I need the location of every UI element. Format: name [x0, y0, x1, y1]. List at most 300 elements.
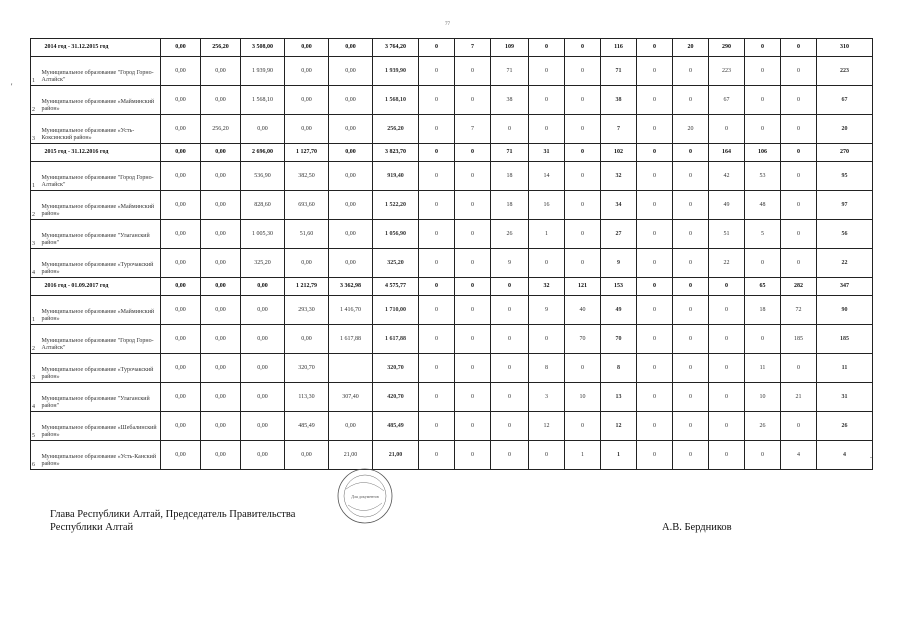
table-cell: 10	[565, 383, 601, 412]
table-cell: 0	[709, 383, 745, 412]
table-cell: 919,40	[373, 162, 419, 191]
municipality-row	[31, 441, 873, 470]
table-cell: 0,00	[161, 57, 201, 86]
table-cell: 0	[637, 162, 673, 191]
table-cell: 0	[419, 296, 455, 325]
table-cell: 3 764,20	[373, 39, 419, 57]
table-cell: 307,40	[329, 383, 373, 412]
table-cell: 0	[637, 86, 673, 115]
table-cell: 0,00	[201, 144, 241, 162]
table-cell: 0	[455, 296, 491, 325]
row-index: 2	[31, 191, 39, 220]
table-cell: 0	[745, 441, 781, 470]
table-cell: 13	[601, 383, 637, 412]
municipality-name: Муниципальное образование "Улаганский район"	[39, 220, 161, 249]
table-cell: 0	[637, 412, 673, 441]
table-cell: 56	[817, 220, 873, 249]
table-cell: 382,50	[285, 162, 329, 191]
table-cell: 9	[529, 296, 565, 325]
table-cell: 0	[529, 325, 565, 354]
table-cell: 0	[491, 441, 529, 470]
municipality-name: Муниципальное образование "Город Горно-Алтайск"	[39, 57, 161, 86]
table-cell: 0,00	[241, 278, 285, 296]
period-label: 2014 год - 31.12.2015 год	[39, 39, 161, 57]
table-cell: 0	[565, 249, 601, 278]
table-cell: 1 617,88	[373, 325, 419, 354]
table-cell: 0	[455, 191, 491, 220]
table-cell: 0,00	[201, 86, 241, 115]
table-cell: 0	[491, 354, 529, 383]
table-cell: 0,00	[329, 144, 373, 162]
table-cell: 0,00	[201, 57, 241, 86]
table-cell: 0	[673, 412, 709, 441]
table-cell: 0	[745, 86, 781, 115]
table-cell: 71	[491, 57, 529, 86]
table-cell: 0	[673, 325, 709, 354]
table-cell: 0,00	[201, 383, 241, 412]
municipality-row	[31, 115, 873, 144]
table-cell: 256,20	[201, 115, 241, 144]
table-cell: 0	[745, 115, 781, 144]
table-cell: 0	[455, 278, 491, 296]
table-cell: 0	[529, 86, 565, 115]
period-label: 2016 год - 01.09.2017 год	[39, 278, 161, 296]
table-cell: 0,00	[329, 86, 373, 115]
table-cell: 0,00	[161, 86, 201, 115]
table-cell: 0	[673, 354, 709, 383]
table-cell: 49	[601, 296, 637, 325]
table-cell: 0	[455, 383, 491, 412]
table-cell: 0	[419, 144, 455, 162]
table-cell: 0	[565, 57, 601, 86]
table-cell: 0	[709, 115, 745, 144]
table-cell: 49	[709, 191, 745, 220]
table-cell: 8	[601, 354, 637, 383]
table-cell: 0,00	[329, 249, 373, 278]
table-cell: 0,00	[241, 383, 285, 412]
table-cell: 14	[529, 162, 565, 191]
table-cell: 0	[565, 144, 601, 162]
table-cell: 0	[673, 441, 709, 470]
table-cell: 0	[419, 354, 455, 383]
table-cell: 12	[529, 412, 565, 441]
table-cell: 1	[601, 441, 637, 470]
table-cell: 0	[419, 115, 455, 144]
table-cell: 0	[673, 162, 709, 191]
period-label: 2015 год - 31.12.2016 год	[39, 144, 161, 162]
table-cell: 0,00	[161, 325, 201, 354]
table-cell: 1 056,90	[373, 220, 419, 249]
table-cell: 0,00	[201, 354, 241, 383]
row-index	[31, 278, 39, 296]
table-cell: 31	[817, 383, 873, 412]
table-cell: 4	[817, 441, 873, 470]
table-cell: 0	[673, 191, 709, 220]
table-cell: 0	[455, 412, 491, 441]
table-cell: 0	[419, 162, 455, 191]
table-cell: 0	[565, 412, 601, 441]
row-index: 6	[31, 441, 39, 470]
row-index: 4	[31, 249, 39, 278]
period-total-row	[31, 39, 873, 57]
table-cell: 7	[601, 115, 637, 144]
table-cell: 0,00	[329, 57, 373, 86]
table-cell: 42	[709, 162, 745, 191]
table-cell: 102	[601, 144, 637, 162]
table-cell: 0	[565, 115, 601, 144]
table-cell: 485,49	[373, 412, 419, 441]
table-cell: 0	[529, 57, 565, 86]
table-cell: 3	[529, 383, 565, 412]
table-cell: 347	[817, 278, 873, 296]
period-total-row	[31, 144, 873, 162]
table-cell: 1	[529, 220, 565, 249]
municipality-name: Муниципальное образование "Город Горно-Алтайск"	[39, 325, 161, 354]
table-cell: 12	[601, 412, 637, 441]
row-index: 2	[31, 86, 39, 115]
table-cell: 0	[709, 354, 745, 383]
table-cell: 97	[817, 191, 873, 220]
margin-mark: '	[11, 82, 13, 91]
row-index	[31, 144, 39, 162]
table-cell: 32	[529, 278, 565, 296]
table-cell: 0,00	[201, 220, 241, 249]
table-cell: 0	[419, 278, 455, 296]
row-index: 4	[31, 383, 39, 412]
table-cell: 0	[419, 39, 455, 57]
municipality-name: Муниципальное образование "Город Горно-Алтайск"	[39, 162, 161, 191]
table-cell: 223	[709, 57, 745, 86]
table-cell: 0	[455, 57, 491, 86]
table-cell: 0,00	[161, 296, 201, 325]
table-body	[31, 39, 873, 470]
table-cell: 1 212,79	[285, 278, 329, 296]
table-cell: 0	[637, 354, 673, 383]
table-cell: 0	[673, 383, 709, 412]
table-cell: 4	[781, 441, 817, 470]
table-cell: 0	[529, 441, 565, 470]
housing-table-wrapper	[30, 38, 868, 470]
row-index: 1	[31, 162, 39, 191]
table-cell: 26	[745, 412, 781, 441]
table-cell: 0,00	[161, 383, 201, 412]
table-cell: 0	[565, 220, 601, 249]
table-cell: 7	[455, 39, 491, 57]
table-cell: 71	[491, 144, 529, 162]
table-cell: 0	[709, 441, 745, 470]
table-cell: 0,00	[201, 325, 241, 354]
table-cell: 0	[745, 39, 781, 57]
housing-table	[30, 38, 873, 470]
municipality-name: Муниципальное образование «Усть-Канский район»	[39, 441, 161, 470]
table-cell: 0	[781, 220, 817, 249]
table-cell: 0,00	[329, 191, 373, 220]
table-cell: 0	[419, 383, 455, 412]
table-cell: 0,00	[241, 412, 285, 441]
official-stamp	[336, 467, 394, 525]
table-cell: 0	[565, 354, 601, 383]
table-cell: 1 617,88	[329, 325, 373, 354]
table-cell: 4 575,77	[373, 278, 419, 296]
table-cell: 71	[601, 57, 637, 86]
table-cell: 0	[455, 325, 491, 354]
table-cell: 51	[709, 220, 745, 249]
table-cell: 0,00	[329, 162, 373, 191]
table-cell: 0	[491, 383, 529, 412]
table-cell: 0,00	[329, 115, 373, 144]
table-cell: 20	[817, 115, 873, 144]
municipality-name: Муниципальное образование «Майминский район»	[39, 296, 161, 325]
table-cell: 0,00	[285, 86, 329, 115]
table-cell: 0	[419, 412, 455, 441]
table-cell: 0,00	[285, 441, 329, 470]
table-cell: 256,20	[201, 39, 241, 57]
table-cell: 0	[637, 441, 673, 470]
table-cell: 0	[637, 191, 673, 220]
table-cell: 325,20	[373, 249, 419, 278]
row-index: 3	[31, 115, 39, 144]
table-cell: 1 005,30	[241, 220, 285, 249]
table-cell: 1 939,90	[373, 57, 419, 86]
table-cell: 0	[637, 144, 673, 162]
table-cell: 1	[565, 441, 601, 470]
table-cell: 185	[817, 325, 873, 354]
table-cell: 26	[817, 412, 873, 441]
position-line-2: Республики Алтай	[50, 522, 134, 533]
table-cell: 21	[781, 383, 817, 412]
table-cell: 536,90	[241, 162, 285, 191]
table-cell: 0	[673, 278, 709, 296]
table-cell: 0,00	[201, 162, 241, 191]
table-cell: 0,00	[285, 57, 329, 86]
table-cell: 0	[491, 278, 529, 296]
table-cell: 164	[709, 144, 745, 162]
table-cell: 0	[781, 144, 817, 162]
table-cell: 0,00	[161, 412, 201, 441]
table-cell: 21,00	[373, 441, 419, 470]
table-cell: 32	[601, 162, 637, 191]
table-cell: 0,00	[329, 39, 373, 57]
table-cell: 1 568,10	[373, 86, 419, 115]
table-cell: 0,00	[329, 412, 373, 441]
svg-text:Для документов: Для документов	[351, 494, 379, 499]
table-cell: 0,00	[161, 220, 201, 249]
table-cell: 95	[817, 162, 873, 191]
table-cell: 0	[781, 162, 817, 191]
table-cell: 0	[419, 86, 455, 115]
table-cell: 0	[781, 86, 817, 115]
table-cell: 0,00	[241, 441, 285, 470]
municipality-row	[31, 325, 873, 354]
table-cell: 48	[745, 191, 781, 220]
table-cell: 0	[455, 162, 491, 191]
table-cell: 0,00	[161, 354, 201, 383]
table-cell: 0	[637, 325, 673, 354]
table-cell: 90	[817, 296, 873, 325]
table-cell: 11	[745, 354, 781, 383]
table-cell: 0	[529, 39, 565, 57]
municipality-name: Муниципальное образование «Майминский район»	[39, 86, 161, 115]
table-cell: 18	[491, 162, 529, 191]
table-cell: 0	[745, 249, 781, 278]
table-cell: 0	[455, 86, 491, 115]
table-cell: 0	[637, 39, 673, 57]
table-cell: 18	[745, 296, 781, 325]
table-cell: 0	[491, 325, 529, 354]
table-cell: 113,30	[285, 383, 329, 412]
table-cell: 67	[817, 86, 873, 115]
table-cell: 70	[565, 325, 601, 354]
table-cell: 0	[637, 57, 673, 86]
table-cell: 420,70	[373, 383, 419, 412]
table-cell: 65	[745, 278, 781, 296]
table-cell: 0,00	[329, 220, 373, 249]
table-cell: 0,00	[201, 441, 241, 470]
table-cell: 270	[817, 144, 873, 162]
table-cell: 0,00	[161, 278, 201, 296]
table-cell: 0	[491, 296, 529, 325]
page-number: 77	[445, 22, 450, 27]
table-cell: 10	[745, 383, 781, 412]
table-cell: 0	[781, 249, 817, 278]
table-cell: 18	[491, 191, 529, 220]
table-cell: 22	[709, 249, 745, 278]
table-cell: 0	[455, 144, 491, 162]
table-cell: 0	[673, 220, 709, 249]
table-cell: 5	[745, 220, 781, 249]
signature-position	[50, 508, 295, 534]
table-cell: 0,00	[161, 191, 201, 220]
table-cell: 0,00	[241, 354, 285, 383]
table-cell: 0,00	[285, 39, 329, 57]
table-cell: 325,20	[241, 249, 285, 278]
municipality-row	[31, 57, 873, 86]
table-cell: 310	[817, 39, 873, 57]
table-cell: 0	[673, 86, 709, 115]
table-cell: 0	[565, 162, 601, 191]
table-cell: 16	[529, 191, 565, 220]
table-cell: 0	[673, 144, 709, 162]
table-cell: 0	[673, 249, 709, 278]
municipality-row	[31, 220, 873, 249]
table-cell: 0,00	[285, 325, 329, 354]
table-cell: 70	[601, 325, 637, 354]
table-cell: 0	[455, 249, 491, 278]
table-cell: 0,00	[241, 115, 285, 144]
table-cell: 1 416,70	[329, 296, 373, 325]
table-cell: 9	[491, 249, 529, 278]
table-cell: 0,00	[241, 296, 285, 325]
table-cell: 0	[781, 191, 817, 220]
table-cell: 223	[817, 57, 873, 86]
table-cell: 0	[491, 115, 529, 144]
municipality-row	[31, 412, 873, 441]
table-cell: 53	[745, 162, 781, 191]
table-cell: 72	[781, 296, 817, 325]
municipality-name: Муниципальное образование «Майминский район»	[39, 191, 161, 220]
row-index: 1	[31, 57, 39, 86]
table-cell: 26	[491, 220, 529, 249]
municipality-row	[31, 296, 873, 325]
table-cell: 0	[637, 220, 673, 249]
table-cell: 40	[565, 296, 601, 325]
municipality-row	[31, 191, 873, 220]
municipality-row	[31, 162, 873, 191]
row-index: 2	[31, 325, 39, 354]
table-cell: 0	[637, 296, 673, 325]
table-cell: 20	[673, 115, 709, 144]
row-index: 5	[31, 412, 39, 441]
table-cell: 0	[419, 441, 455, 470]
municipality-name: Муниципальное образование «Турочакский район»	[39, 354, 161, 383]
table-cell: 0	[565, 191, 601, 220]
table-cell: 0	[565, 39, 601, 57]
signatory-name: А.В. Бердников	[662, 522, 732, 533]
table-cell: 282	[781, 278, 817, 296]
table-cell: 0	[781, 354, 817, 383]
table-cell: 0	[781, 412, 817, 441]
table-cell: 0	[419, 325, 455, 354]
table-cell: 0	[673, 296, 709, 325]
table-cell: 3 362,98	[329, 278, 373, 296]
table-cell: 9	[601, 249, 637, 278]
table-cell: 0	[637, 249, 673, 278]
table-cell: 0,00	[161, 441, 201, 470]
table-cell: 0	[419, 57, 455, 86]
table-cell: 0,00	[201, 412, 241, 441]
municipality-name: Муниципальное образование «Турочакский район»	[39, 249, 161, 278]
table-cell: 0	[565, 86, 601, 115]
table-cell: 0	[491, 412, 529, 441]
table-cell: 20	[673, 39, 709, 57]
table-cell: 109	[491, 39, 529, 57]
table-cell: 0,00	[285, 249, 329, 278]
table-cell: 1 522,20	[373, 191, 419, 220]
period-total-row	[31, 278, 873, 296]
table-cell: 0,00	[201, 191, 241, 220]
table-cell: 485,49	[285, 412, 329, 441]
table-cell: 106	[745, 144, 781, 162]
table-cell: 290	[709, 39, 745, 57]
table-cell: 0	[637, 278, 673, 296]
table-cell: 0	[637, 383, 673, 412]
table-cell: 0	[709, 296, 745, 325]
table-cell: 0	[455, 220, 491, 249]
municipality-name: Муниципальное образование "Улаганский район"	[39, 383, 161, 412]
table-cell: 320,70	[373, 354, 419, 383]
municipality-row	[31, 383, 873, 412]
table-cell: 8	[529, 354, 565, 383]
table-cell: 0	[709, 325, 745, 354]
table-cell: 0	[419, 249, 455, 278]
row-index: 3	[31, 220, 39, 249]
margin-mark: .	[870, 451, 872, 460]
table-cell: 11	[817, 354, 873, 383]
table-cell: 0,00	[285, 115, 329, 144]
table-cell: 31	[529, 144, 565, 162]
table-cell: 0	[637, 115, 673, 144]
table-cell: 828,60	[241, 191, 285, 220]
table-cell: 3 508,00	[241, 39, 285, 57]
table-cell: 3 823,70	[373, 144, 419, 162]
municipality-row	[31, 354, 873, 383]
table-cell: 51,60	[285, 220, 329, 249]
table-cell: 0	[673, 57, 709, 86]
table-cell: 0	[745, 325, 781, 354]
table-cell: 1 939,90	[241, 57, 285, 86]
table-cell: 22	[817, 249, 873, 278]
table-cell	[329, 354, 373, 383]
